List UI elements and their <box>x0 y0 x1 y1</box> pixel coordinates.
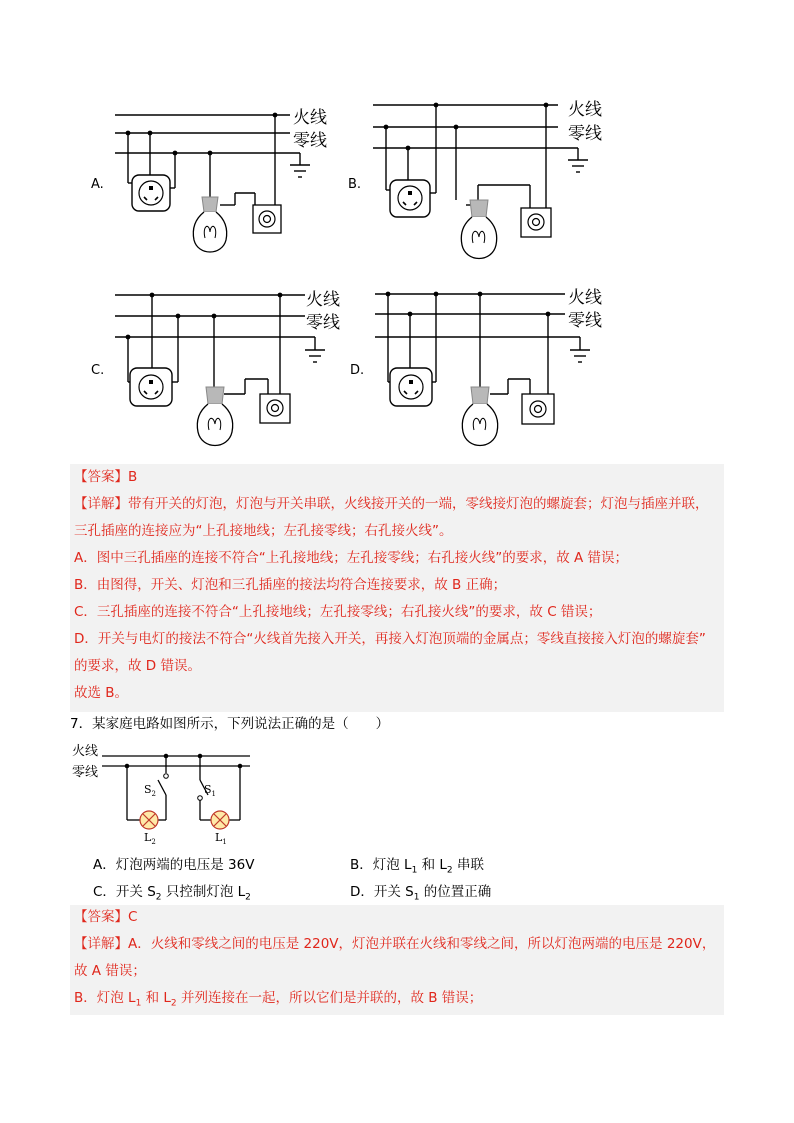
detail-line-2: 三孔插座的连接应为“上孔接地线；左孔接零线；右孔接火线”。 <box>74 523 453 539</box>
q7-neutral-label: 零线 <box>72 765 99 780</box>
choice-c[interactable]: C．开关 $S_2$ 只控制灯泡 $L_2$ <box>93 884 251 903</box>
detail-tag: 【详解】 <box>74 936 128 952</box>
explanation-b: B．由图得，开关、灯泡和三孔插座的接法均符合连接要求，故 B 正确； <box>74 577 507 593</box>
s1-label: $S_1$ <box>204 783 217 798</box>
l1-label: $L_1$ <box>215 831 227 845</box>
explanation-b: B．灯泡 $L_1$ 和 $L_2$ 并列连接在一起，所以它们是并联的，故 B 错误； <box>74 990 483 1009</box>
detail-tag: 【详解】 <box>74 496 128 512</box>
circuit-diagram-b <box>368 95 598 275</box>
answer-value: C <box>128 909 138 925</box>
answer-value: B <box>128 469 138 485</box>
conclusion: 故选 B。 <box>74 685 129 701</box>
explanation-d-2: 的要求，故 D 错误。 <box>74 658 201 674</box>
choice-d[interactable]: D．开关 $S_1$ 的位置正确 <box>350 884 492 903</box>
explanation-a: A．图中三孔插座的连接不符合“上孔接地线；左孔接零线；右孔接火线”的要求，故 A 错误； <box>74 550 629 566</box>
detail-text: 带有开关的灯泡，灯泡与开关串联，火线接开关的一端，零线接灯泡的螺旋套；灯泡与插座并联， <box>128 496 709 512</box>
circuit-diagram-d <box>370 282 600 467</box>
live-wire-label: 火线 <box>293 108 327 128</box>
q7-live-label: 火线 <box>72 744 99 759</box>
option-d-label: D. <box>350 363 365 378</box>
choice-a[interactable]: A．灯泡两端的电压是 36V <box>93 857 255 873</box>
neutral-wire-label: 零线 <box>306 313 340 333</box>
option-c-label: C. <box>91 363 105 378</box>
s2-label: $S_2$ <box>144 783 157 798</box>
answer-tag: 【答案】 <box>74 909 128 925</box>
q7-circuit-diagram <box>100 740 260 845</box>
detail-line <box>74 494 709 514</box>
question-7-stem: 7．某家庭电路如图所示，下列说法正确的是（ ） <box>70 716 390 732</box>
answer-tag: 【答案】 <box>74 469 128 485</box>
neutral-wire-label: 零线 <box>568 124 602 144</box>
live-wire-label: 火线 <box>568 100 602 120</box>
explanation-a-1: A．火线和零线之间的电压是 220V，灯泡并联在火线和零线之间，所以灯泡两端的电压是 220V， <box>128 936 716 952</box>
explanation-a-2: 故 A 错误； <box>74 963 146 979</box>
detail-line <box>74 934 715 954</box>
explanation-d-1: D．开关与电灯的接法不符合“火线首先接入开关，再接入灯泡顶端的金属点；零线直接接入灯泡的螺旋套” <box>74 631 706 647</box>
explanation-c: C．三孔插座的连接不符合“上孔接地线；左孔接零线；右孔接火线”的要求，故 C 错误； <box>74 604 602 620</box>
option-a-label: A. <box>91 177 104 192</box>
option-b-label: B. <box>348 177 362 192</box>
l2-label: $L_2$ <box>144 831 156 845</box>
answer-line <box>74 467 137 487</box>
neutral-wire-label: 零线 <box>293 131 327 151</box>
answer-line-2 <box>74 907 137 927</box>
live-wire-label: 火线 <box>568 288 602 308</box>
neutral-wire-label: 零线 <box>568 311 602 331</box>
live-wire-label: 火线 <box>306 290 340 310</box>
choice-b[interactable]: B．灯泡 $L_1$ 和 $L_2$ 串联 <box>350 857 484 876</box>
